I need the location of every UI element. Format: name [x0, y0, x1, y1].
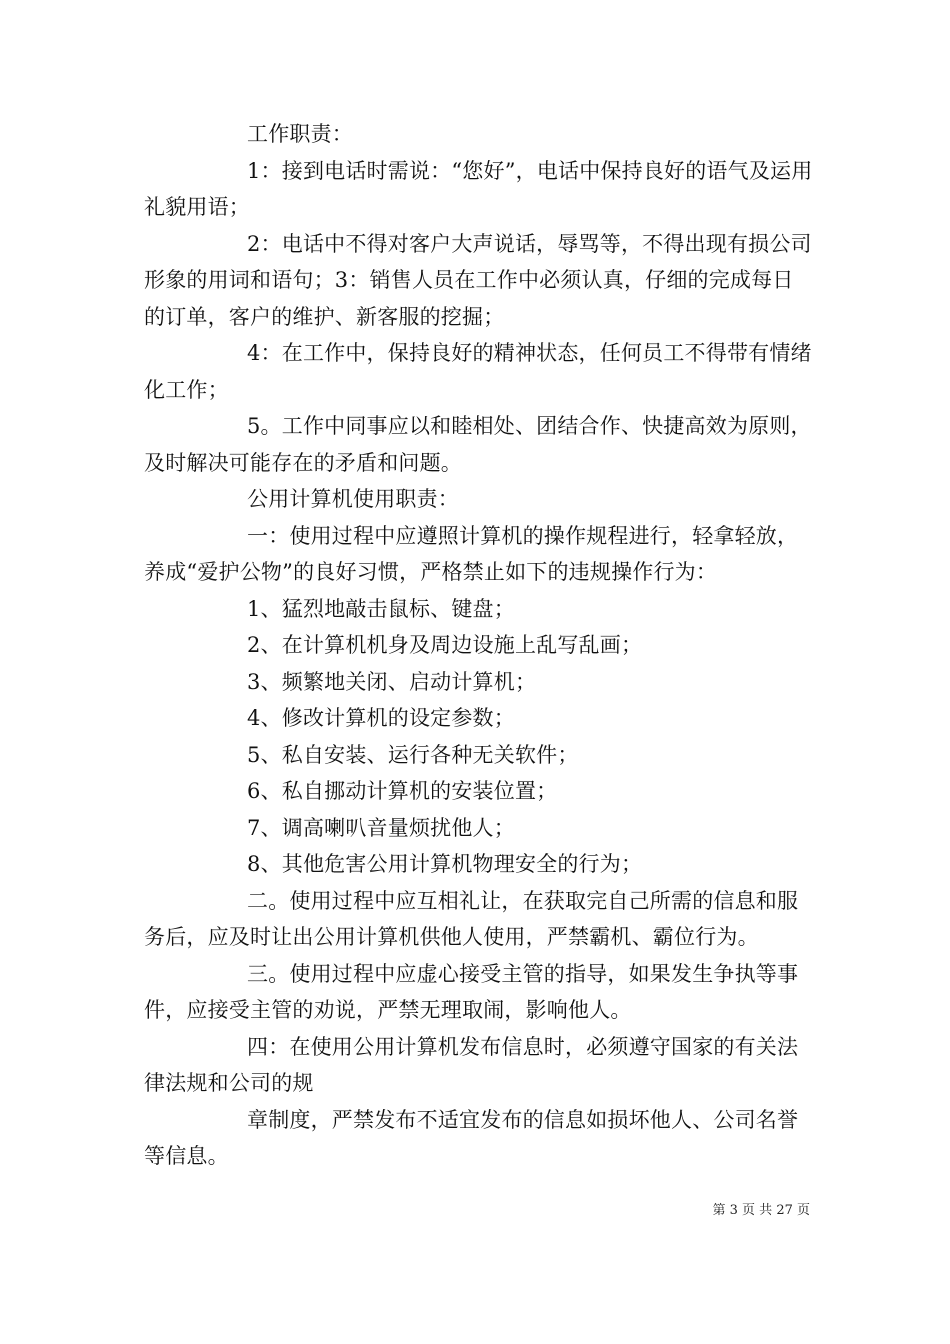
page-number: 第 3 页 共 27 页	[712, 1203, 810, 1218]
list-item: 7、调高喇叭音量烦扰他人；	[247, 815, 515, 840]
list-item: 6、私自挪动计算机的安装位置；	[247, 779, 558, 803]
paragraph: 章制度，严禁发布不适宜发布的信息如损坏他人、公司名誉等信息。	[144, 1107, 799, 1168]
list-item: 8、其他危害公用计算机物理安全的行为；	[247, 852, 643, 876]
list-item: 5、私自安装、运行各种无关软件；	[247, 742, 579, 767]
section-heading-computer-duties: 公用计算机使用职责：	[247, 487, 459, 511]
list-item: 2、在计算机机身及周边设施上乱写乱画；	[247, 633, 643, 657]
paragraph: 三。使用过程中应虚心接受主管的指导，如果发生争执等事件，应接受主管的劝说，严禁无理取闹，影响他人。	[144, 961, 799, 1022]
paragraph: 四：在使用公用计算机发布信息时，必须遵守国家的有关法律法规和公司的规	[144, 1034, 799, 1095]
list-item: 3、频繁地关闭、启动计算机；	[247, 669, 537, 694]
paragraph: 5。工作中同事应以和睦相处、团结合作、快捷高效为原则，及时解决可能存在的矛盾和问题。	[144, 414, 812, 475]
list-item: 1、猛烈地敲击鼠标、键盘；	[247, 596, 515, 621]
document-body	[144, 116, 814, 1175]
paragraph: 一：使用过程中应遵照计算机的操作规程进行，轻拿轻放，养成“爱护公物”的良好习惯，严格禁止如下的违规操作行为：	[144, 523, 799, 584]
list-item: 4、修改计算机的设定参数；	[247, 706, 515, 730]
section-heading-work-duties: 工作职责：	[247, 122, 353, 146]
paragraph: 二。使用过程中应互相礼让，在获取完自己所需的信息和服务后，应及时让出公用计算机供他人使用，严禁霸机、霸位行为。	[144, 888, 799, 949]
paragraph: 4：在工作中，保持良好的精神状态，任何员工不得带有情绪化工作；	[144, 341, 812, 402]
paragraph: 1：接到电话时需说：“您好”，电话中保持良好的语气及运用礼貌用语；	[144, 158, 813, 219]
paragraph: 2：电话中不得对客户大声说话，辱骂等，不得出现有损公司形象的用词和语句；3：销售人员在工作中必须认真，仔细的完成每日的订单，客户的维护、新客服的挖掘；	[144, 231, 812, 329]
